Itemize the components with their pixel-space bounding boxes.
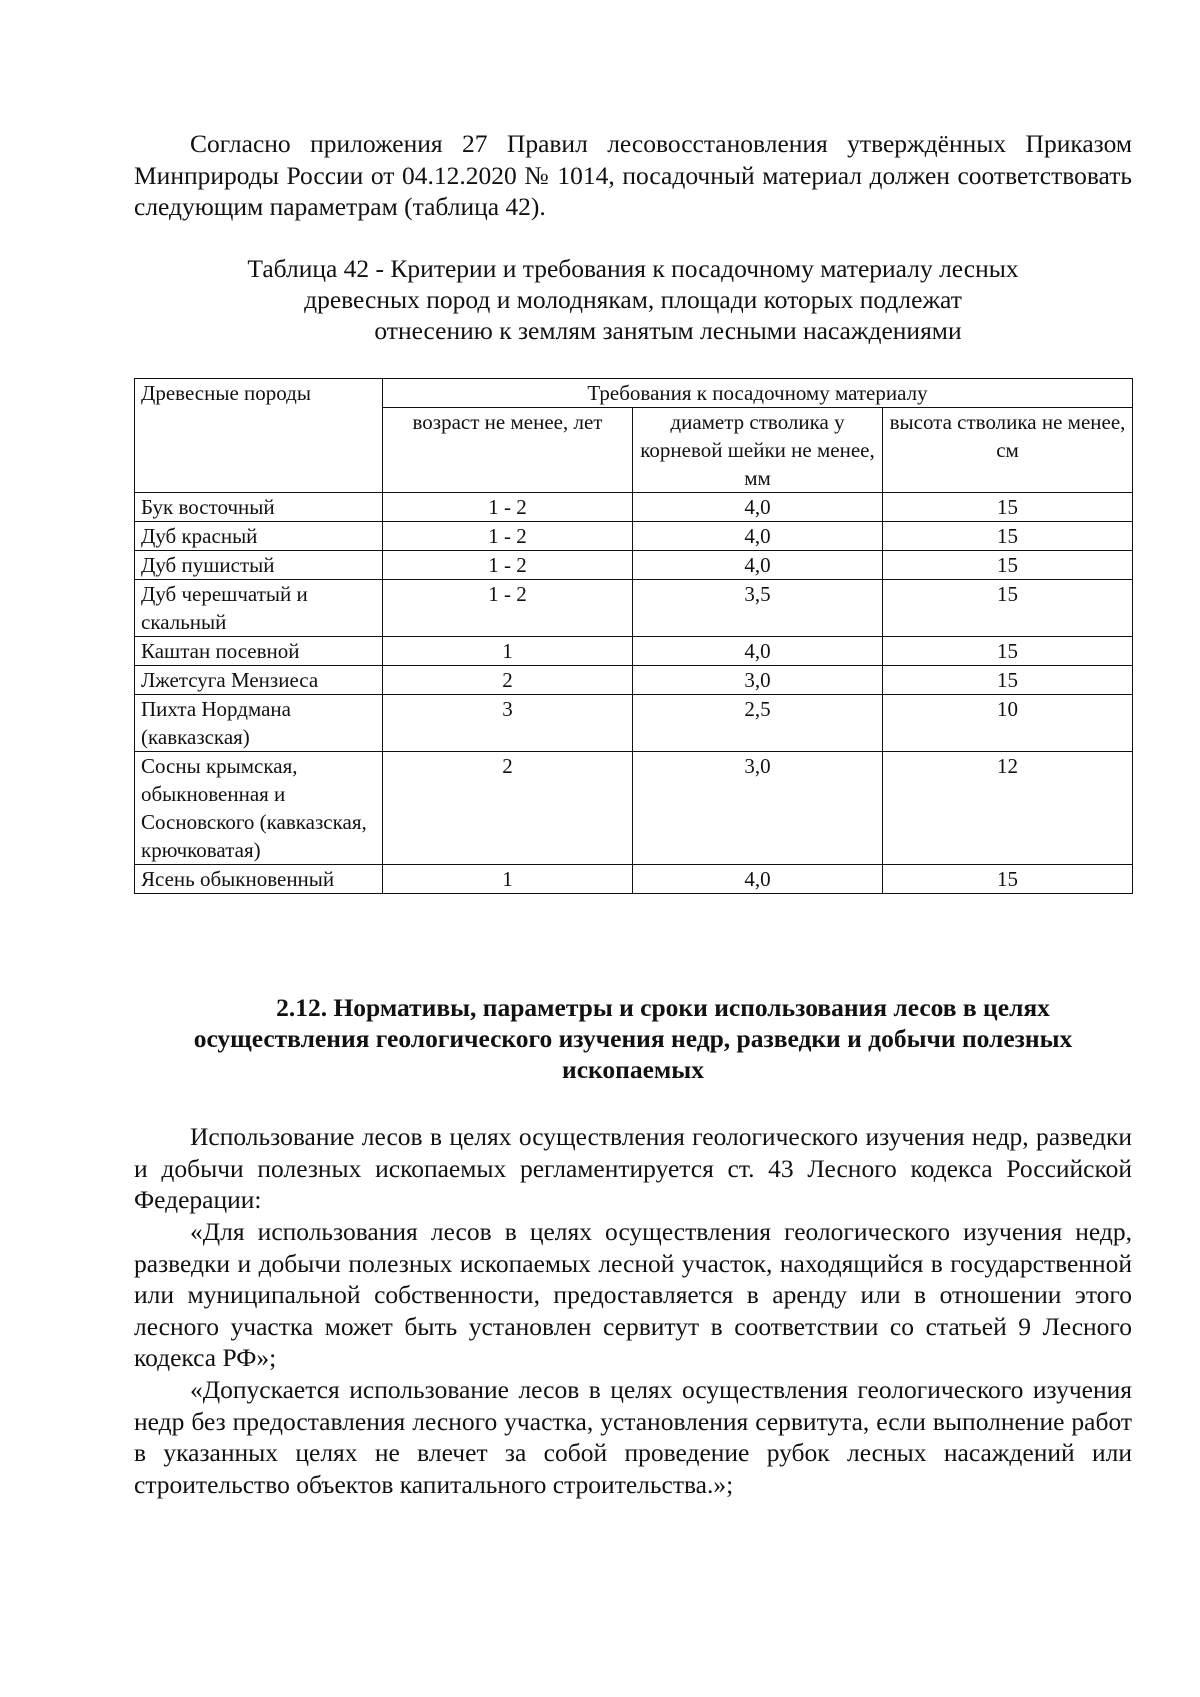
planting-material-table: [134, 378, 1133, 894]
cell-age: 1 - 2: [383, 580, 633, 637]
cell-diameter: 4,0: [633, 637, 883, 666]
cell-diameter: 3,5: [633, 580, 883, 637]
cell-species: Дуб черешчатый и скальный: [135, 580, 383, 637]
cell-height: 15: [883, 551, 1133, 580]
cell-diameter: 3,0: [633, 666, 883, 695]
table-row: [135, 637, 1133, 666]
quote-paragraph: «Допускается использование лесов в целях осуществления геологического изучения недр без предоставления лесного участка, установления сервитута, если выполнение работ в указанных целях не влечет за собой проведение рубок лесных насаждений или строительство объектов капитального строительства.»;: [134, 1375, 1132, 1499]
cell-diameter: 4,0: [633, 493, 883, 522]
table-row: [135, 580, 1133, 637]
cell-diameter: 4,0: [633, 522, 883, 551]
cell-height: 15: [883, 580, 1133, 637]
cell-height: 15: [883, 666, 1133, 695]
cell-diameter: 2,5: [633, 695, 883, 752]
cell-height: 15: [883, 493, 1133, 522]
table-row: [135, 666, 1133, 695]
cell-age: 1: [383, 865, 633, 894]
cell-species: Дуб красный: [135, 522, 383, 551]
cell-diameter: 4,0: [633, 551, 883, 580]
header-age: возраст не менее, лет: [383, 408, 633, 493]
section-heading: [134, 992, 1132, 1085]
cell-age: 2: [383, 666, 633, 695]
table-caption: [134, 253, 1132, 346]
cell-species: Пихта Нордмана (кавказская): [135, 695, 383, 752]
section-heading-line: осуществления геологического изучения недр, разведки и добычи полезных: [193, 1024, 1073, 1053]
header-species: Древесные породы: [135, 379, 383, 493]
cell-age: 3: [383, 695, 633, 752]
table-row: [135, 493, 1133, 522]
cell-species: Ясень обыкновенный: [135, 865, 383, 894]
body-paragraph: Использование лесов в целях осуществления геологического изучения недр, разведки и добычи полезных ископаемых регламентируется ст. 43 Лесного кодекса Российской Федерации:: [134, 1122, 1132, 1214]
cell-diameter: 3,0: [633, 752, 883, 865]
table-caption-line: Таблица 42 - Критерии и требования к посадочному материалу лесных: [247, 254, 1019, 283]
section-heading-line: 2.12. Нормативы, параметры и сроки использования лесов в целях: [276, 993, 1050, 1022]
cell-species: Лжетсуга Мензиеса: [135, 666, 383, 695]
header-diameter: диаметр стволика у корневой шейки не менее, мм: [633, 408, 883, 493]
header-height: высота стволика не менее, см: [883, 408, 1133, 493]
cell-age: 1 - 2: [383, 493, 633, 522]
cell-age: 2: [383, 752, 633, 865]
cell-height: 15: [883, 637, 1133, 666]
table-row: [135, 695, 1133, 752]
table-row: [135, 752, 1133, 865]
cell-height: 15: [883, 865, 1133, 894]
table-row: [135, 522, 1133, 551]
header-requirements: Требования к посадочному материалу: [383, 379, 1133, 408]
cell-age: 1: [383, 637, 633, 666]
table-row: [135, 865, 1133, 894]
cell-height: 10: [883, 695, 1133, 752]
cell-age: 1 - 2: [383, 551, 633, 580]
quote-paragraph: «Для использования лесов в целях осуществления геологического изучения недр, разведки и добычи полезных ископаемых лесной участок, находящийся в государственной или муниципальной собственности, предоставляется в аренду или в отношении этого лесного участка может быть установлен сервитут в соответствии со статьей 9 Лесного кодекса РФ»;: [134, 1217, 1132, 1372]
cell-species: Бук восточный: [135, 493, 383, 522]
cell-diameter: 4,0: [633, 865, 883, 894]
cell-height: 15: [883, 522, 1133, 551]
cell-species: Сосны крымская, обыкновенная и Сосновского (кавказская, крючковатая): [135, 752, 383, 865]
intro-paragraph: Согласно приложения 27 Правил лесовосстановления утверждённых Приказом Минприроды России от 04.12.2020 № 1014, посадочный материал должен соответствовать следующим параметрам (таблица 42).: [134, 129, 1132, 221]
cell-species: Каштан посевной: [135, 637, 383, 666]
cell-species: Дуб пушистый: [135, 551, 383, 580]
table-caption-line: древесных пород и молоднякам, площади которых подлежат: [304, 285, 962, 314]
section-heading-line: ископаемых: [562, 1055, 704, 1084]
table-caption-line: отнесению к землям занятым лесными насаждениями: [374, 316, 962, 345]
table-row: [135, 551, 1133, 580]
cell-age: 1 - 2: [383, 522, 633, 551]
cell-height: 12: [883, 752, 1133, 865]
